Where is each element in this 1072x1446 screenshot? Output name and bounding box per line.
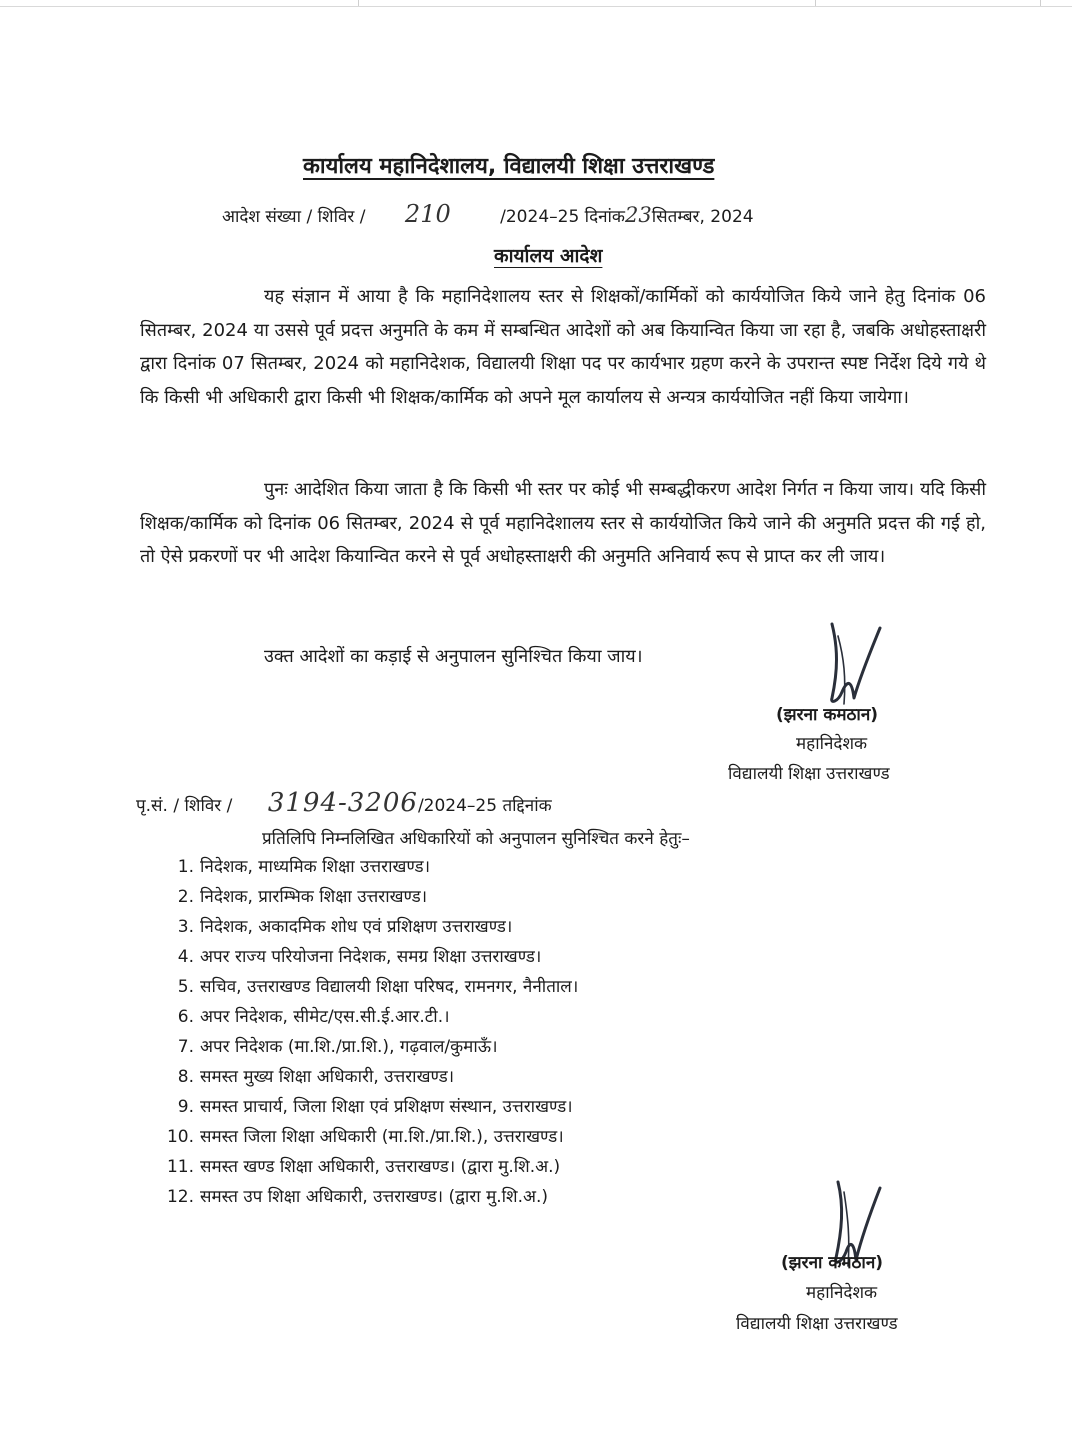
- recipient-text: समस्त जिला शिक्षा अधिकारी (मा.शि./प्रा.शि.), उत्तराखण्ड।: [200, 1127, 564, 1147]
- date-day-handwritten: 23: [625, 203, 652, 227]
- signature-mark-1: [818, 618, 888, 714]
- recipient-item: [160, 1152, 578, 1182]
- paragraph-1: [140, 280, 986, 414]
- recipient-list: [160, 852, 578, 1212]
- date-month-year: सितम्बर, 2024: [651, 207, 754, 227]
- recipient-item: [160, 972, 578, 1002]
- recipient-text: निदेशक, प्रारम्भिक शिक्षा उत्तराखण्ड।: [200, 887, 428, 907]
- recipient-item: [160, 852, 578, 882]
- recipient-item: [160, 1182, 578, 1212]
- recipient-text: समस्त प्राचार्य, जिला शिक्षा एवं प्रशिक्षण संस्थान, उत्तराखण्ड।: [200, 1097, 573, 1117]
- paragraph-2-text: पुनः आदेशित किया जाता है कि किसी भी स्तर पर कोई भी सम्बद्धीकरण आदेश निर्गत न किया जाय। यदि किसी शिक्षक/कार्मिक को दिनांक 06 सितम्बर, 2024 से पूर्व महानिदेशालय स्तर से कार्ययोजित किये जाने की अनुमति प्रदत्त की गई हो, तो ऐसे प्रकरणों पर भी आदेश कियान्वित करने से पूर्व अधोहस्ताक्षरी की अनुमति अनिवार्य रूप से प्राप्त कर ली जाय।: [140, 479, 986, 567]
- recipient-item: [160, 882, 578, 912]
- copy-number-handwritten: 3194-3206: [267, 788, 418, 818]
- recipient-text: अपर राज्य परियोजना निदेशक, समग्र शिक्षा उत्तराखण्ड।: [200, 947, 542, 967]
- recipient-text: अपर निदेशक (मा.शि./प्रा.शि.), गढ़वाल/कुमाऊँ।: [200, 1037, 498, 1057]
- signatory-name-2: (झरना कमठान): [781, 1253, 884, 1273]
- paragraph-3-text: उक्त आदेशों का कड़ाई से अनुपालन सुनिश्चित किया जाय।: [264, 646, 643, 667]
- recipient-number: 9.: [177, 1097, 194, 1117]
- order-number-handwritten: 210: [404, 200, 451, 228]
- order-ref-suffix: /2024–25 दिनांक: [500, 207, 625, 227]
- recipient-number: 10.: [166, 1127, 194, 1147]
- recipient-number: 1.: [177, 857, 194, 877]
- recipient-text: सचिव, उत्तराखण्ड विद्यालयी शिक्षा परिषद, रामनगर, नैनीताल।: [200, 977, 579, 997]
- copy-ref-prefix: पृ.सं. / शिविर /: [136, 796, 233, 816]
- signatory-designation-2: महानिदेशक: [806, 1283, 878, 1303]
- recipient-number: 11.: [166, 1157, 194, 1177]
- recipient-number: 5.: [177, 977, 194, 997]
- signatory-department-1: विद्यालयी शिक्षा उत्तराखण्ड: [728, 764, 890, 784]
- top-border: [0, 0, 1072, 7]
- recipient-number: 3.: [177, 917, 194, 937]
- recipient-number: 12.: [166, 1187, 194, 1207]
- recipient-item: [160, 912, 578, 942]
- recipient-item: [160, 1002, 578, 1032]
- recipient-item: [160, 942, 578, 972]
- recipient-text: निदेशक, माध्यमिक शिक्षा उत्तराखण्ड।: [200, 857, 431, 877]
- recipient-item: [160, 1032, 578, 1062]
- office-heading: कार्यालय महानिदेशालय, विद्यालयी शिक्षा उत्तराखण्ड: [303, 154, 715, 179]
- copy-ref-suffix: /2024–25 तद्दिनांक: [417, 796, 552, 816]
- recipient-item: [160, 1092, 578, 1122]
- recipient-text: समस्त मुख्य शिक्षा अधिकारी, उत्तराखण्ड।: [200, 1067, 455, 1087]
- order-ref-prefix: आदेश संख्या / शिविर /: [222, 207, 366, 227]
- recipient-number: 4.: [177, 947, 194, 967]
- signatory-department-2: विद्यालयी शिक्षा उत्तराखण्ड: [736, 1314, 898, 1334]
- recipient-text: समस्त खण्ड शिक्षा अधिकारी, उत्तराखण्ड। (द्वारा मु.शि.अ.): [200, 1157, 561, 1177]
- signatory-name-1: (झरना कमठान): [776, 705, 879, 725]
- recipient-text: समस्त उप शिक्षा अधिकारी, उत्तराखण्ड। (द्वारा मु.शि.अ.): [200, 1187, 549, 1207]
- recipient-text: अपर निदेशक, सीमेट/एस.सी.ई.आर.टी.।: [200, 1007, 450, 1027]
- copy-reference-line: [136, 788, 552, 818]
- recipient-item: [160, 1122, 578, 1152]
- recipient-number: 2.: [177, 887, 194, 907]
- copy-intro: प्रतिलिपि निम्नलिखित अधिकारियों को अनुपालन सुनिश्चित करने हेतुः–: [262, 829, 690, 849]
- paragraph-1-text: यह संज्ञान में आया है कि महानिदेशालय स्तर से शिक्षकों/कार्मिकों को कार्ययोजित किये जाने हेतु दिनांक 06 सितम्बर, 2024 या उससे पूर्व प्रदत्त अनुमति के कम में सम्बन्धित आदेशों को अब कियान्वित किया जा रहा है, जबकि अधोहस्ताक्षरी द्वारा दिनांक 07 सितम्बर, 2024 को महानिदेशक, विद्यालयी शिक्षा पद पर कार्यभार ग्रहण करने के उपरान्त स्पष्ट निर्देश दिये गये थे कि किसी भी अधिकारी द्वारा किसी भी शिक्षक/कार्मिक को अपने मूल कार्यालय से अन्यत्र कार्ययोजित नहीं किया जायेगा।: [140, 286, 986, 408]
- recipient-number: 8.: [177, 1067, 194, 1087]
- office-order-title: कार्यालय आदेश: [494, 245, 603, 267]
- recipient-number: 7.: [177, 1037, 194, 1057]
- recipient-item: [160, 1062, 578, 1092]
- recipient-text: निदेशक, अकादमिक शोध एवं प्रशिक्षण उत्तराखण्ड।: [200, 917, 513, 937]
- signatory-designation-1: महानिदेशक: [796, 734, 868, 754]
- order-reference-line: [222, 200, 754, 228]
- recipient-number: 6.: [177, 1007, 194, 1027]
- paragraph-2: [140, 473, 986, 574]
